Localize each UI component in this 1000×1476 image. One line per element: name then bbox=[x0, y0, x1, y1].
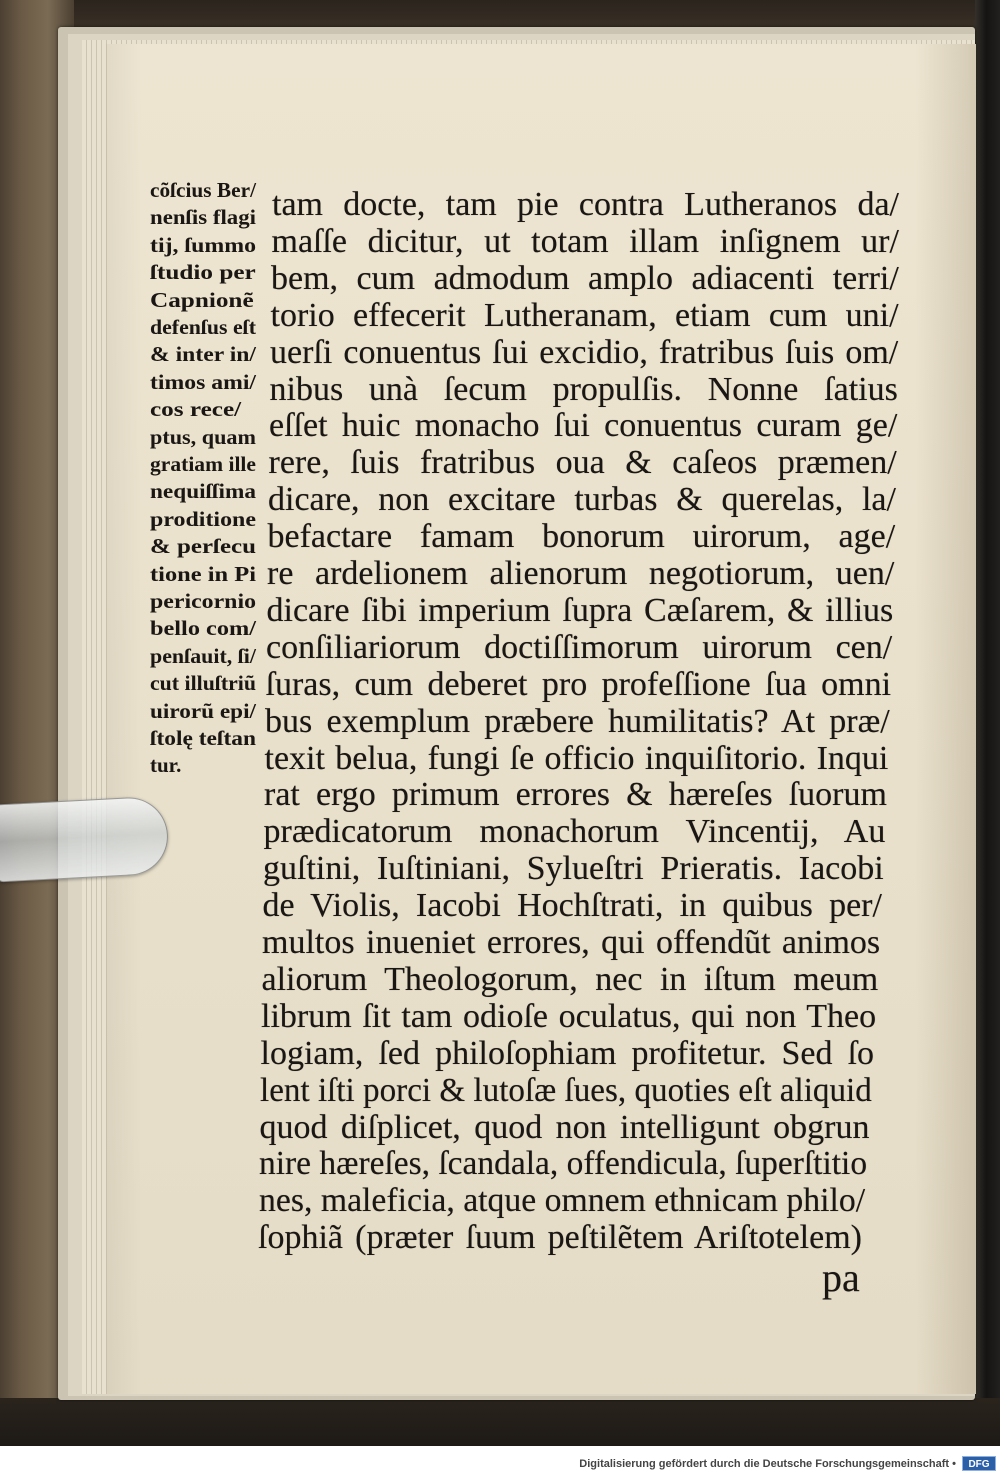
text-line: nibus unà ſecum propulſis. Nonne ſatius bbox=[269, 370, 898, 408]
footer-credit-text: Digitalisierung gefördert durch die Deutsche Forschungsgemeinschaft • bbox=[579, 1458, 956, 1470]
scan-bottom-edge bbox=[0, 1398, 1000, 1446]
marginal-note-line: uirorũ epi/ bbox=[150, 698, 256, 723]
marginal-note-line: tij, ſummo bbox=[150, 232, 256, 257]
marginal-note-line: cos rece/ bbox=[150, 397, 242, 422]
marginal-note-line: ſtudio per bbox=[150, 260, 256, 285]
text-line: torio effecerit Lutheranam, etiam cum uni/ bbox=[270, 296, 899, 334]
marginal-note-line: proditione bbox=[150, 506, 256, 531]
dfg-logo: DFG bbox=[962, 1456, 996, 1471]
text-line: dicare ſibi imperium ſupra Cæſarem, & illius bbox=[266, 591, 894, 629]
marginal-note-line: ptus, quam bbox=[150, 424, 256, 449]
text-line: texit belua, fungi ſe officio inquiſitorio. Inqui bbox=[264, 739, 889, 777]
text-line: librum ſit tam odioſe oculatus, qui non Theo bbox=[261, 997, 877, 1035]
text-line: maſſe dicitur, ut totam illam inſignem ur/ bbox=[271, 222, 899, 260]
text-line: aliorum Theologorum, nec in iſtum meum bbox=[261, 960, 879, 998]
text-line: bem, cum admodum amplo adiacenti terri/ bbox=[271, 259, 899, 297]
text-line: multos inueniet errores, qui offendũt animos bbox=[262, 924, 881, 961]
marginal-note-line: pericornio bbox=[150, 589, 256, 613]
marginal-note-line: Capnionẽ bbox=[150, 287, 254, 312]
footer bbox=[0, 1446, 1000, 1476]
marginal-note-line: & inter in/ bbox=[150, 342, 256, 367]
text-line: uerſi conuentus ſui excidio, fratribus ſuis om/ bbox=[270, 333, 899, 371]
marginal-note-line: penſauit, ſi/ bbox=[150, 643, 256, 668]
text-line: tam docte, tam pie contra Lutheranos da/ bbox=[272, 186, 899, 223]
text-line: lent iſti porci & lutoſæ ſues, quoties eſt aliquid bbox=[260, 1071, 872, 1109]
text-line: logiam, ſed philoſophiam profitetur. Sed ſo bbox=[260, 1034, 875, 1072]
text-line: nes, maleficia, atque omnem ethnicam philo/ bbox=[258, 1182, 865, 1220]
page-holder-clip bbox=[0, 796, 170, 883]
marginal-note-line: ſtolę teſtan bbox=[150, 726, 256, 750]
text-line: quod diſplicet, quod non intelligunt obgrun bbox=[259, 1108, 870, 1146]
marginal-note-line: & perſecu bbox=[150, 534, 256, 559]
marginal-note-line: tione in Pi bbox=[150, 561, 256, 586]
text-line: dicare, non excitare turbas & querelas, la/ bbox=[268, 481, 896, 519]
marginal-note-line: nequiſſima bbox=[150, 479, 256, 504]
marginal-note-line: gratiam ille bbox=[150, 452, 256, 476]
text-line: eſſet huic monacho ſui conuentus curam ge/ bbox=[269, 407, 898, 445]
marginal-note-line: timos ami/ bbox=[150, 369, 256, 394]
text-line: ſophiã (præter ſuum peſtilẽtem Ariſtotelem) bbox=[258, 1219, 862, 1257]
marginal-note-line: bello com/ bbox=[150, 616, 256, 641]
marginal-note-line: cut illuſtriũ bbox=[150, 671, 256, 696]
marginal-note-line: tur. bbox=[150, 753, 182, 778]
marginal-note-line: cõſcius Ber/ bbox=[150, 178, 256, 202]
catchword: pa bbox=[822, 1255, 860, 1300]
text-line: prædicatorum monachorum Vincentij, Au bbox=[263, 813, 886, 851]
text-line: guſtini, Iuſtiniani, Sylueſtri Prieratis. Iacobi bbox=[263, 850, 884, 888]
text-line: de Violis, Iacobi Hochſtrati, in quibus per/ bbox=[262, 887, 882, 925]
text-line: re ardelionem alienorum negotiorum, uen/ bbox=[267, 555, 895, 592]
text-line: ſuras, cum deberet pro profeſſione ſua omni bbox=[265, 665, 892, 703]
text-line: befactare famam bonorum uirorum, age/ bbox=[267, 518, 896, 556]
text-line: rat ergo primum errores & hæreſes ſuorum bbox=[264, 776, 887, 814]
text-line: nire hæreſes, ſcandala, offendicula, ſuperſtitio bbox=[259, 1145, 868, 1183]
text-line: rere, ſuis fratribus oua & caſeos præmen/ bbox=[268, 444, 897, 482]
text-line: conſiliariorum doctiſſimorum uirorum cen/ bbox=[266, 628, 893, 666]
text-line: bus exemplum præbere humilitatis? At præ/ bbox=[265, 702, 890, 740]
marginal-note-line: defenſus eſt bbox=[150, 315, 256, 339]
scan-right-edge bbox=[975, 0, 1000, 1446]
marginal-note-line: nenſis flagi bbox=[150, 205, 256, 230]
